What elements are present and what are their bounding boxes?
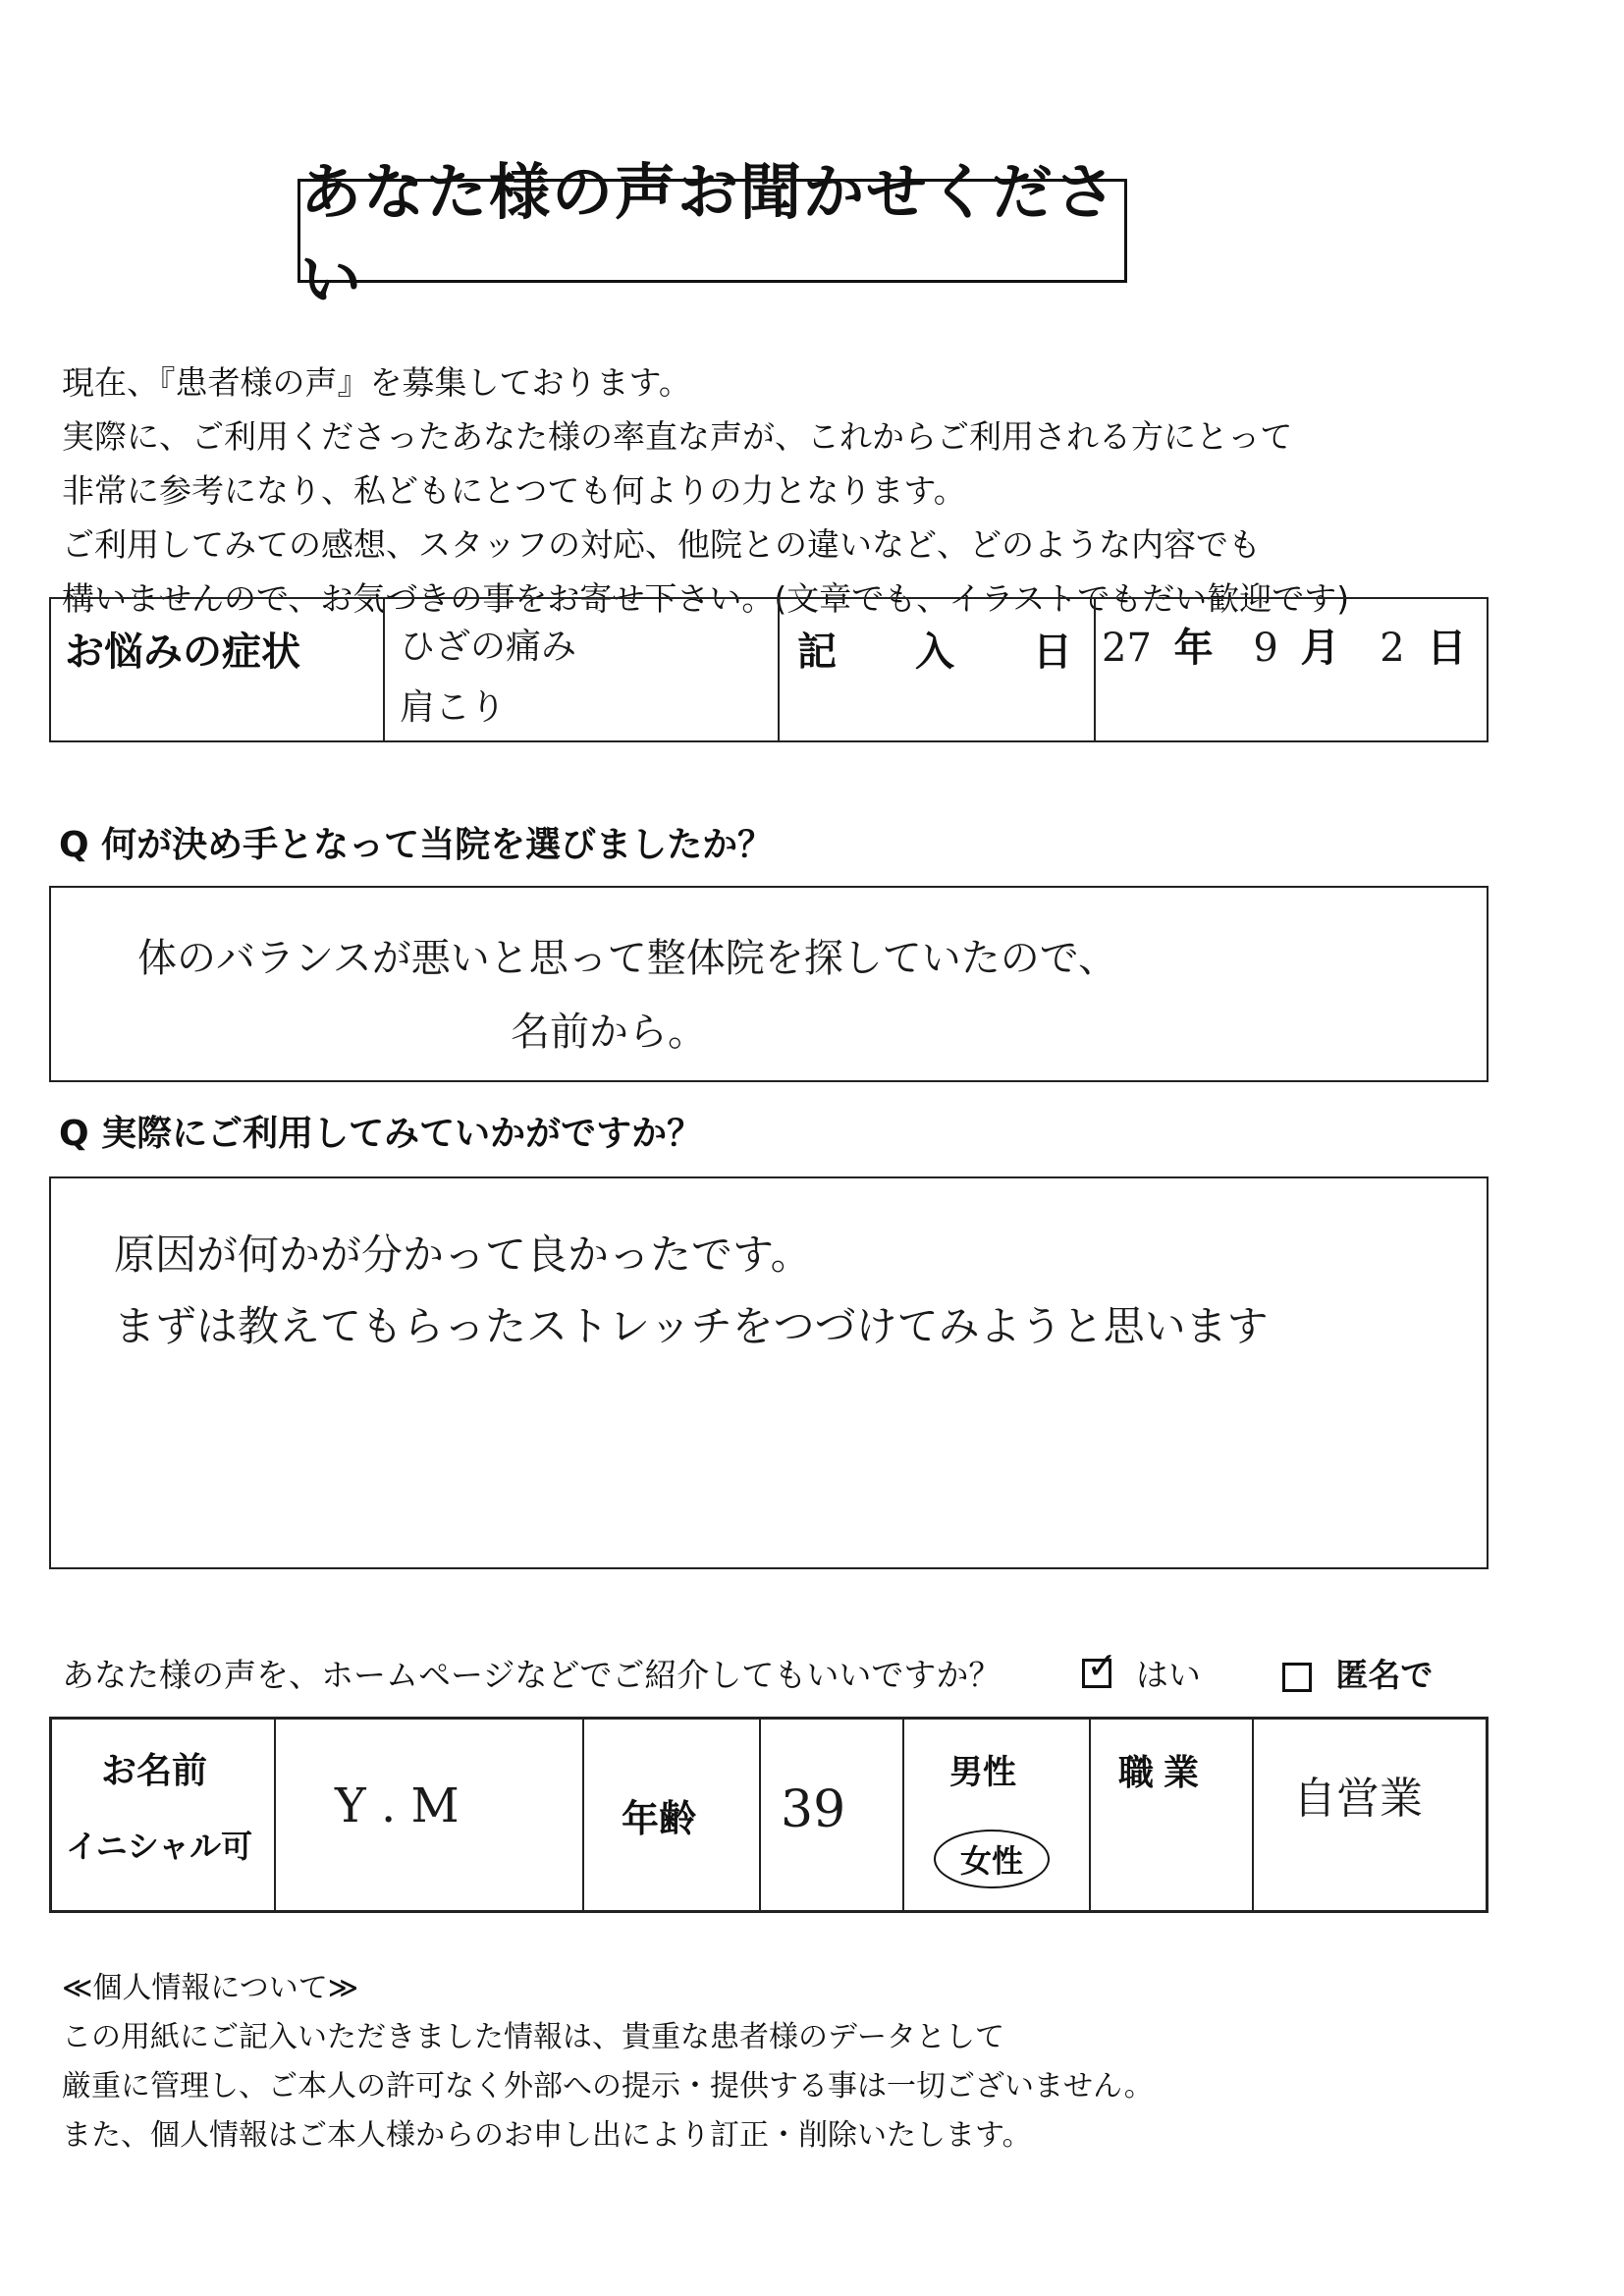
q1-answer-line-1: 体のバランスが悪いと思って整体院を探していたので、 — [137, 936, 1117, 981]
name-value[interactable]: Y . M — [335, 1778, 460, 1833]
symptoms-answer-1[interactable]: ひざの痛み — [400, 627, 577, 667]
date-month-unit: 月 — [1300, 626, 1340, 671]
page-title — [298, 156, 1127, 315]
date-field[interactable] — [1102, 617, 1485, 673]
gender-female-option[interactable] — [934, 1830, 1050, 1888]
date-year-unit: 年 — [1173, 626, 1214, 671]
symptoms-label: お悩みの症状 — [65, 629, 300, 675]
consent-yes-checkbox[interactable] — [1082, 1644, 1118, 1696]
age-label: 年齢 — [622, 1797, 697, 1840]
q2-answer-box[interactable] — [49, 1176, 1489, 1569]
gender-male-option[interactable]: 男性 — [949, 1753, 1016, 1792]
q2-question: Q 実際にご利用してみていかがですか？ — [59, 1114, 703, 1154]
job-value[interactable]: 自営業 — [1293, 1774, 1423, 1824]
privacy-line: この用紙にご記入いただきました情報は、貴重な患者様のデータとして — [62, 2020, 1004, 2054]
q1-question: Q 何が決め手となって当院を選びましたか？ — [59, 825, 774, 865]
q1-answer-line-2: 名前から。 — [511, 1010, 707, 1055]
name-sub-label: イニシャル可 — [66, 1828, 253, 1865]
job-label: 職業 — [1118, 1753, 1210, 1793]
check-mark-icon: ✓ — [1086, 1644, 1118, 1687]
name-label: お名前 — [101, 1751, 208, 1791]
consent-anon-checkbox[interactable] — [1282, 1663, 1312, 1692]
date-day[interactable]: 2 — [1380, 626, 1405, 671]
symptoms-answer-2[interactable]: 肩こり — [400, 687, 507, 728]
consent-row — [62, 1644, 1486, 1696]
privacy-line: 厳重に管理し、ご本人の許可なく外部への提示・提供する事は一切ございません。 — [62, 2069, 1154, 2104]
page-title-text: あなた様の声お聞かせください — [300, 156, 1118, 315]
q2-answer-line-1: 原因が何かが分かって良かったです。 — [114, 1230, 812, 1279]
profile-table — [49, 1717, 1489, 1913]
gender-female-label: 女性 — [959, 1842, 1023, 1880]
date-day-unit: 日 — [1427, 626, 1467, 671]
q2-answer-line-2: まずは教えてもらったストレッチをつづけてみようと思います — [114, 1302, 1269, 1350]
q1-answer-box[interactable] — [49, 886, 1489, 1082]
consent-question: あなた様の声を、ホームページなどでご紹介してもいいですか？ — [62, 1656, 1001, 1694]
intro-line: 実際に、ご利用くださったあなた様の率直な声が、これからご利用される方にとって — [62, 417, 1293, 456]
intro-line: 構いませんので、お気づきの事をお寄せ下さい。(文章でも、イラストでもだい歓迎です) — [62, 579, 1350, 618]
intro-line: 非常に参考になり、私どもにとつても何よりの力となります。 — [62, 471, 966, 510]
consent-anon-label: 匿名で — [1335, 1656, 1434, 1694]
date-month[interactable]: 9 — [1253, 626, 1278, 671]
date-label: 記 入 日 — [797, 629, 1092, 675]
intro-line: ご利用してみての感想、スタッフの対応、他院との違いなど、どのような内容でも — [62, 525, 1261, 564]
privacy-section — [62, 1964, 1154, 2160]
consent-yes-label: はい — [1135, 1656, 1201, 1694]
intro-line: 現在、『患者様の声』を募集しております。 — [62, 363, 691, 402]
privacy-heading: ≪個人情報について≫ — [62, 1971, 359, 2005]
symptoms-table — [49, 597, 1489, 742]
privacy-line: また、個人情報はご本人様からのお申し出により訂正・削除いたします。 — [62, 2118, 1032, 2153]
age-value[interactable]: 39 — [781, 1780, 846, 1839]
intro-text — [62, 355, 1535, 626]
date-year[interactable]: 27 — [1102, 626, 1152, 671]
